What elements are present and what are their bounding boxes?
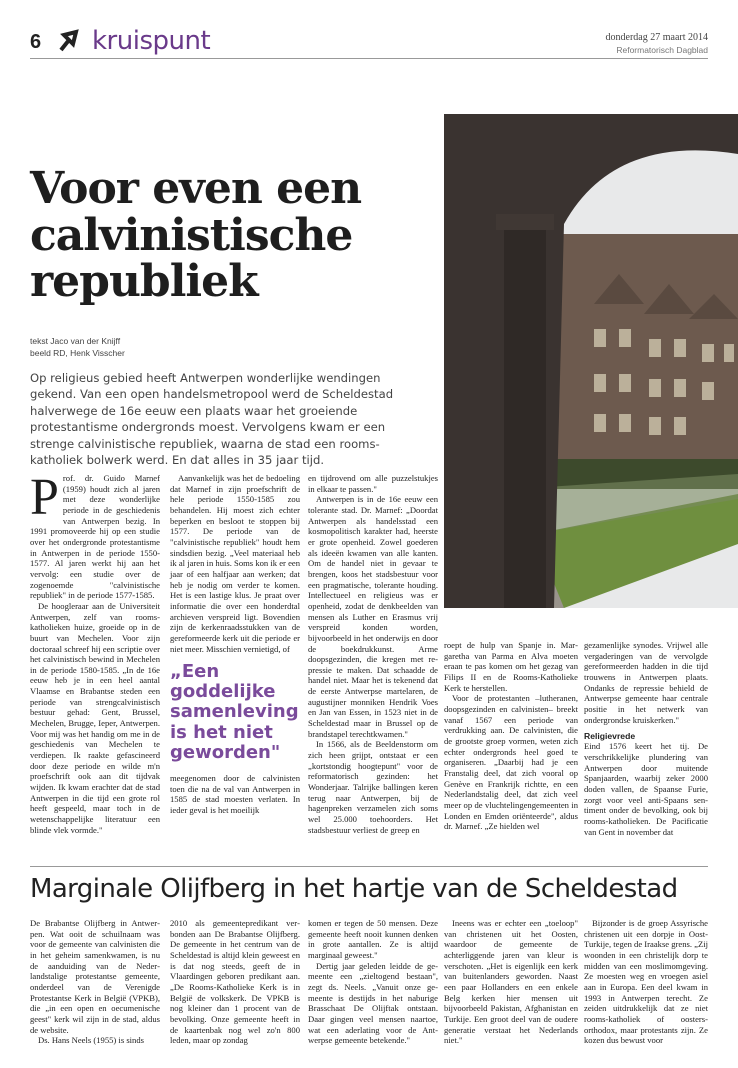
section-title: kruispunt	[92, 26, 211, 56]
section-subhead: Religievrede	[584, 731, 636, 742]
article-paragraph: In 1566, als de Beeldenstorm om zich heen grijpt, ontstaat er een „kortstondig hoogtepunt" voor de reformatorisch gezinden: het Wonderjaar. Talrijke ballingen keren terug naar Antwerpen, bij de hagenpreken verzamelen zich soms wel 25.000 toehoorders. Het stadsbestuur verliest de greep en	[308, 739, 438, 835]
article-paragraph: Bijzonder is de groep Assyrische christenen uit een dorpje in Oost-Turkije, tegen de Iraakse grens. „Zij woonden in een christelijk dorp te midden van een moslimomgeving. Ze moesten weg en vroegen asiel aan in Europa. Een deel kwam in 1993 in Antwerpen terecht. Ze zeiden uitdrukkelijk dat ze niet rooms-katholiek of oosters-orthodox, maar protestants zijn. Ze kozen dus bewust voor	[584, 918, 709, 1046]
article-paragraph: Prof. dr. Guido Marnef (1959) houdt zich al jaren met deze wonderlijke periode in de geschiedenis van Antwerpen bezig. In 1991 promoveerde hij op een studie over het ondergronde protestantisme in Antwerpen in de periode 1550-1577. Al jaren werkt hij aan het vervolg: een studie over de zogenoemde "calvinistische republiek" in de periode 1577-1585.	[30, 469, 160, 601]
article-paragraph: Ineens was er echter een „toeloop" van christenen uit het Oosten, waardoor de gemeente de achterliggende jaren van kleur is verschoten. „Het is eigenlijk een kerk van buitenlanders geworden. Naast een paar Hollanders en een enkele Belg kerken hier mensen uit bijvoorbeeld Pakistan, Afghanistan en Turkije. Een groot deel van de oudere generatie verstaat het Nederlands niet."	[444, 918, 578, 1046]
article-paragraph: Aanvankelijk was het de bedoeling dat Marnef in zijn proefschrift de hele periode 1550-1585 zou behandelen. Hij moest zich echter beperken en besloot te stoppen bij 1577. De periode van de "calvinistische republiek" houdt hem sindsdien bezig. „Veel materiaal heb ik al jaren in huis. Soms kon ik er een jaar of een halfjaar aan werken; dat heb je nodig om verder te komen. Het is een lastige klus. Je praat over informatie die over een honderdtal archieven verspreid ligt. Bovendien zijn de kerkenraadsstukken van de gereformeerde kerk uit die periode er niet meer. Misschien vernietigd, of	[170, 473, 300, 654]
drop-cap: P	[30, 469, 59, 526]
courtyard-photo-icon	[444, 114, 738, 608]
second-article-column-2	[170, 918, 300, 1046]
article-paragraph: Voor de protestanten –lutheranen, doopsgezinden en calvinisten– breekt vanaf 1567 een periode van verdrukking aan. De calvinisten, die de grootste groep vormen, weten zich echter ondergronds heel goed te organiseren. „Daarbij had je een Franstalig deel, dat zich vooral op Genève en Frankrijk richtte, en een Nederlandstalig deel, dat zich veel meer op de vluchtelingengemeenten in Londen en Emden oriënteerde", aldus dr. Marnef. „Ze hielden wel	[444, 693, 578, 832]
article-column-4	[444, 640, 578, 832]
byline-photo: beeld RD, Henk Visscher	[30, 347, 125, 358]
article-paragraph: De hoogleraar aan de Universiteit Antwerpen, zelf van rooms-katholieken huize, groeide op in de buurt van Mechelen. Voor zijn doctoraal schreef hij een scriptie over het calvinistisch bewind in Mechelen in de periode 1580-1585. „In de 16e eeuw heb je in een heel aantal Vlaamse en Brabantse steden een periode van strengcalvinistisch bestuur gehad: Gent, Brussel, Mechelen, Brugge, Ieper, Antwerpen. Voor mij was het handig om me in de geschiedenis van Mechelen te verdiepen. Ik raakte gefascineerd door deze periode en wilde m'n proefschrift ook aan dit tijdvak wijden. Ik kwam erachter dat de stad Antwerpen in die tijd een grote rol heeft gespeeld, maar toch in de wetenschappelijke literatuur een blinde vlek vormde."	[30, 600, 160, 835]
article-column-2	[170, 473, 300, 816]
second-article-column-1	[30, 918, 160, 1046]
article-paragraph: Eind 1576 keert het tij. De verschrikkelijke plundering van Antwerpen door muitende Spanjaarden, waarbij zeker 2000 doden vallen, de Spaanse Furie, zorgt voor veel anti-Spaans sentiment onder de bevolking, ook bij rooms-katholieken. De Pacificatie van Gent in november dat	[584, 741, 708, 837]
article-paragraph: komen er tegen de 50 mensen. Deze gemeente heeft nooit kunnen denken in grote aantallen. Ze is altijd marginaal geweest."	[308, 918, 438, 960]
second-article-column-4	[444, 918, 578, 1046]
article-paragraph: Ds. Hans Neels (1955) is sinds	[38, 1035, 144, 1046]
article-divider	[30, 866, 708, 867]
article-lead: Op religieus gebied heeft Antwerpen wonderlijke wendingen gekend. Van een open handelsmetropool werd de Scheldestad halverwege de 16e eeuw een plaats waar het groeiende protestantisme ondergronds moest. Vervolgens kwam er een strenge calvinistische republiek, waarna de stad een rooms-katholiek bolwerk werd. En dat alles in 35 jaar tijd.	[30, 371, 394, 468]
article-headline: Voor even een calvinistische republiek	[30, 163, 362, 308]
second-article-column-5	[584, 918, 708, 1046]
second-article-column-3	[308, 918, 438, 1046]
section-logo-icon	[55, 28, 83, 56]
article-paragraph: Dertig jaar geleden leidde de gemeente een „zieltogend bestaan", zegt ds. Neels. „Vanuit onze gemeente is destijds in het naburige Brasschaat De Olijftak ontstaan. Daar gingen veel mensen naartoe, wat een aderlating voor de Antwerpse gemeente betekende."	[308, 960, 438, 1046]
pull-quote: „Een goddelijke samenleving is het niet geworden"	[170, 661, 299, 763]
page-number: 6	[30, 31, 42, 53]
article-paragraph: meegenomen door de calvinisten toen die na de val van Antwerpen in 1585 de stad moesten verlaten. In ieder geval is het moeilijk	[170, 772, 300, 815]
byline	[30, 336, 125, 360]
article-column-3	[308, 473, 438, 835]
article-paragraph: Antwerpen is in de 16e eeuw een tolerante stad. Dr. Marnef: „Doordat Antwerpen als handelsstad een kosmopolitisch karakter had, heerste er grote openheid. Zowel goederen als ideeën kwamen van alle kanten. Om de handel niet in gevaar te brengen, koos het stadsbestuur voor een pragmatische, tolerante houding. Intellectueel en religieus was er openheid, zodat de denkbeelden van mensen als Luther en Erasmus vrij verspreid konden worden, bijvoorbeeld in het onderwijs en door de boekdrukkunst. Arme doopsgezinden, die kregen met repressie te maken. Dat schaadde de handel niet. Maar het is tekenend dat de eerste Antwerpse martelaren, de augustijner monniken Hendrik Voes en Jan van Essen, in 1523 niet in de Scheldestad maar in Brussel op de brandstapel terechtkwamen."	[308, 494, 438, 739]
issue-date: donderdag 27 maart 2014	[605, 32, 708, 43]
article-paragraph: gezamenlijke synodes. Vrijwel alle vergaderingen van de vervolgde gereformeerden hadden in die tijd trouwens in Antwerpen plaats. Ondanks de repressie behield de Antwerpse gemeente haar centrale positie in het netwerk van ondergrondse kruiskerken."	[584, 640, 708, 725]
header-divider	[30, 58, 708, 59]
article-paragraph: De Brabantse Olijfberg in Antwerpen. Wat ooit de schuilnaam was voor de gemeente van calvinisten die in het geheim samenkwamen, is nu de aanduiding van de Nederlandstalige protestantse gemeente, onderdeel van de Verenigde Protestantse Kerk in België (VPKB), die „in een open en oecumenische geest" kerk wil zijn in de stad, aldus de website.	[30, 918, 160, 1035]
newspaper-name: Reformatorisch Dagblad	[616, 45, 708, 55]
second-article-headline: Marginale Olijfberg in het hartje van de Scheldestad	[30, 874, 678, 904]
article-paragraph: en tijdrovend om alle puzzelstukjes in elkaar te passen."	[308, 473, 438, 494]
byline-author: tekst Jaco van der Knijff	[30, 336, 121, 346]
courtyard-photo	[444, 114, 738, 608]
article-column-1	[30, 469, 160, 835]
article-paragraph: roept de hulp van Spanje in. Margaretha van Parma en Alva moeten eraan te pas komen om het gezag van Filips II en de Rooms-Katholieke Kerk te herstellen.	[444, 640, 578, 693]
article-paragraph: 2010 als gemeentepredikant verbonden aan De Brabantse Olijfberg. De gemeente in het centrum van de Scheldestad is altijd klein geweest en is dat nog steeds, geeft de in Vlaardingen geboren predikant aan. „De Rooms-Katholieke Kerk is in België de volkskerk. De VPKB is nog kleiner dan 1 procent van de bevolking. Onze gemeente heeft in de kaartenbak nog wel zo'n 800 leden, maar op zondag	[170, 918, 300, 1046]
article-column-5	[584, 640, 708, 837]
